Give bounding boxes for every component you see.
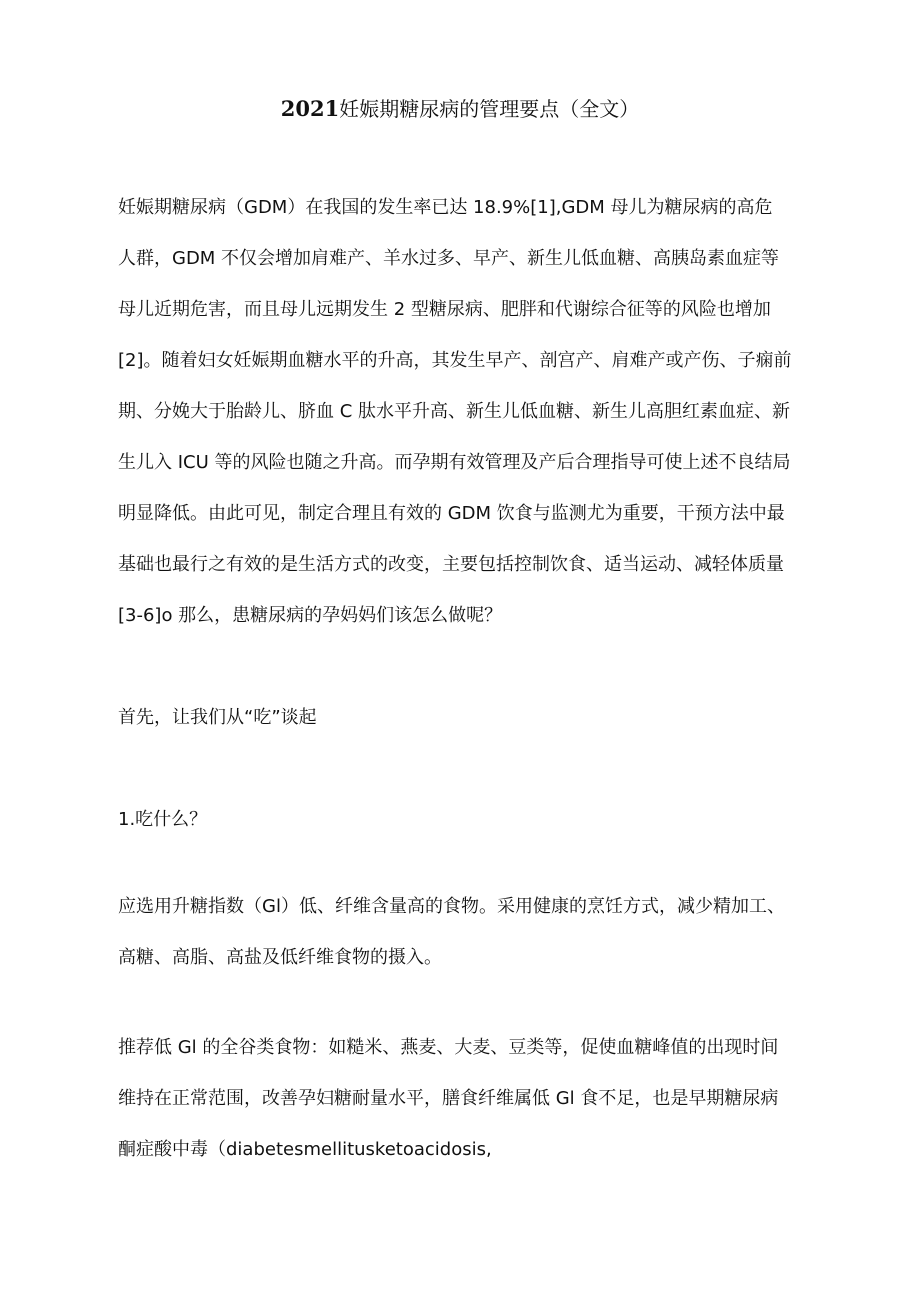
text-line: 生儿入 ICU 等的风险也随之升高。而孕期有效管理及产后合理指导可使上述不良结局 bbox=[118, 452, 791, 473]
text-line: 明显降低。由此可见，制定合理且有效的 GDM 饮食与监测尤为重要，干预方法中最 bbox=[118, 503, 785, 524]
paragraph-intro bbox=[118, 182, 818, 641]
subsection-heading bbox=[118, 794, 818, 845]
document-title bbox=[0, 94, 920, 124]
text-line: 基础也最行之有效的是生活方式的改变，主要包括控制饮食、适当运动、减轻体质量 bbox=[118, 554, 784, 575]
text-line: 妊娠期糖尿病（GDM）在我国的发生率已达 18.9%[1],GDM 母儿为糖尿病的高危 bbox=[118, 197, 773, 218]
text-line: 母儿近期危害，而且母儿远期发生 2 型糖尿病、肥胖和代谢综合征等的风险也增加 bbox=[118, 299, 771, 320]
text-line: 高糖、高脂、高盐及低纤维食物的摄入。 bbox=[118, 947, 442, 968]
paragraph-food-choice bbox=[118, 881, 818, 983]
paragraph-whole-grains bbox=[118, 1022, 818, 1175]
text-line: 首先，让我们从“吃”谈起 bbox=[118, 707, 317, 728]
text-line: 人群，GDM 不仅会增加肩难产、羊水过多、早产、新生儿低血糖、高胰岛素血症等 bbox=[118, 248, 780, 269]
text-line: [3-6]o 那么，患糖尿病的孕妈妈们该怎么做呢？ bbox=[118, 605, 503, 626]
section-heading bbox=[118, 692, 818, 743]
text-line: 应选用升糖指数（Gl）低、纤维含量高的食物。采用健康的烹饪方式，减少精加工、 bbox=[118, 896, 785, 917]
text-line: 酮症酸中毒（diabetesmellitusketoacidosis, bbox=[118, 1139, 492, 1160]
text-line: 1.吃什么？ bbox=[118, 809, 208, 830]
text-line: 期、分娩大于胎龄儿、脐血 C 肽水平升高、新生儿低血糖、新生儿高胆红素血症、新 bbox=[118, 401, 791, 422]
text-line: 维持在正常范围，改善孕妇糖耐量水平，膳食纤维属低 Gl 食不足，也是早期糖尿病 bbox=[118, 1088, 779, 1109]
text-line: [2]。随着妇女妊娠期血糖水平的升高，其发生早产、剖宫产、肩难产或产伤、子痫前 bbox=[118, 350, 792, 371]
text-line: 推荐低 Gl 的全谷类食物：如糙米、燕麦、大麦、豆类等，促使血糖峰值的出现时间 bbox=[118, 1037, 779, 1058]
title-text: 妊娠期糖尿病的管理要点（全文） bbox=[339, 97, 640, 121]
title-year: 2021 bbox=[280, 96, 340, 121]
